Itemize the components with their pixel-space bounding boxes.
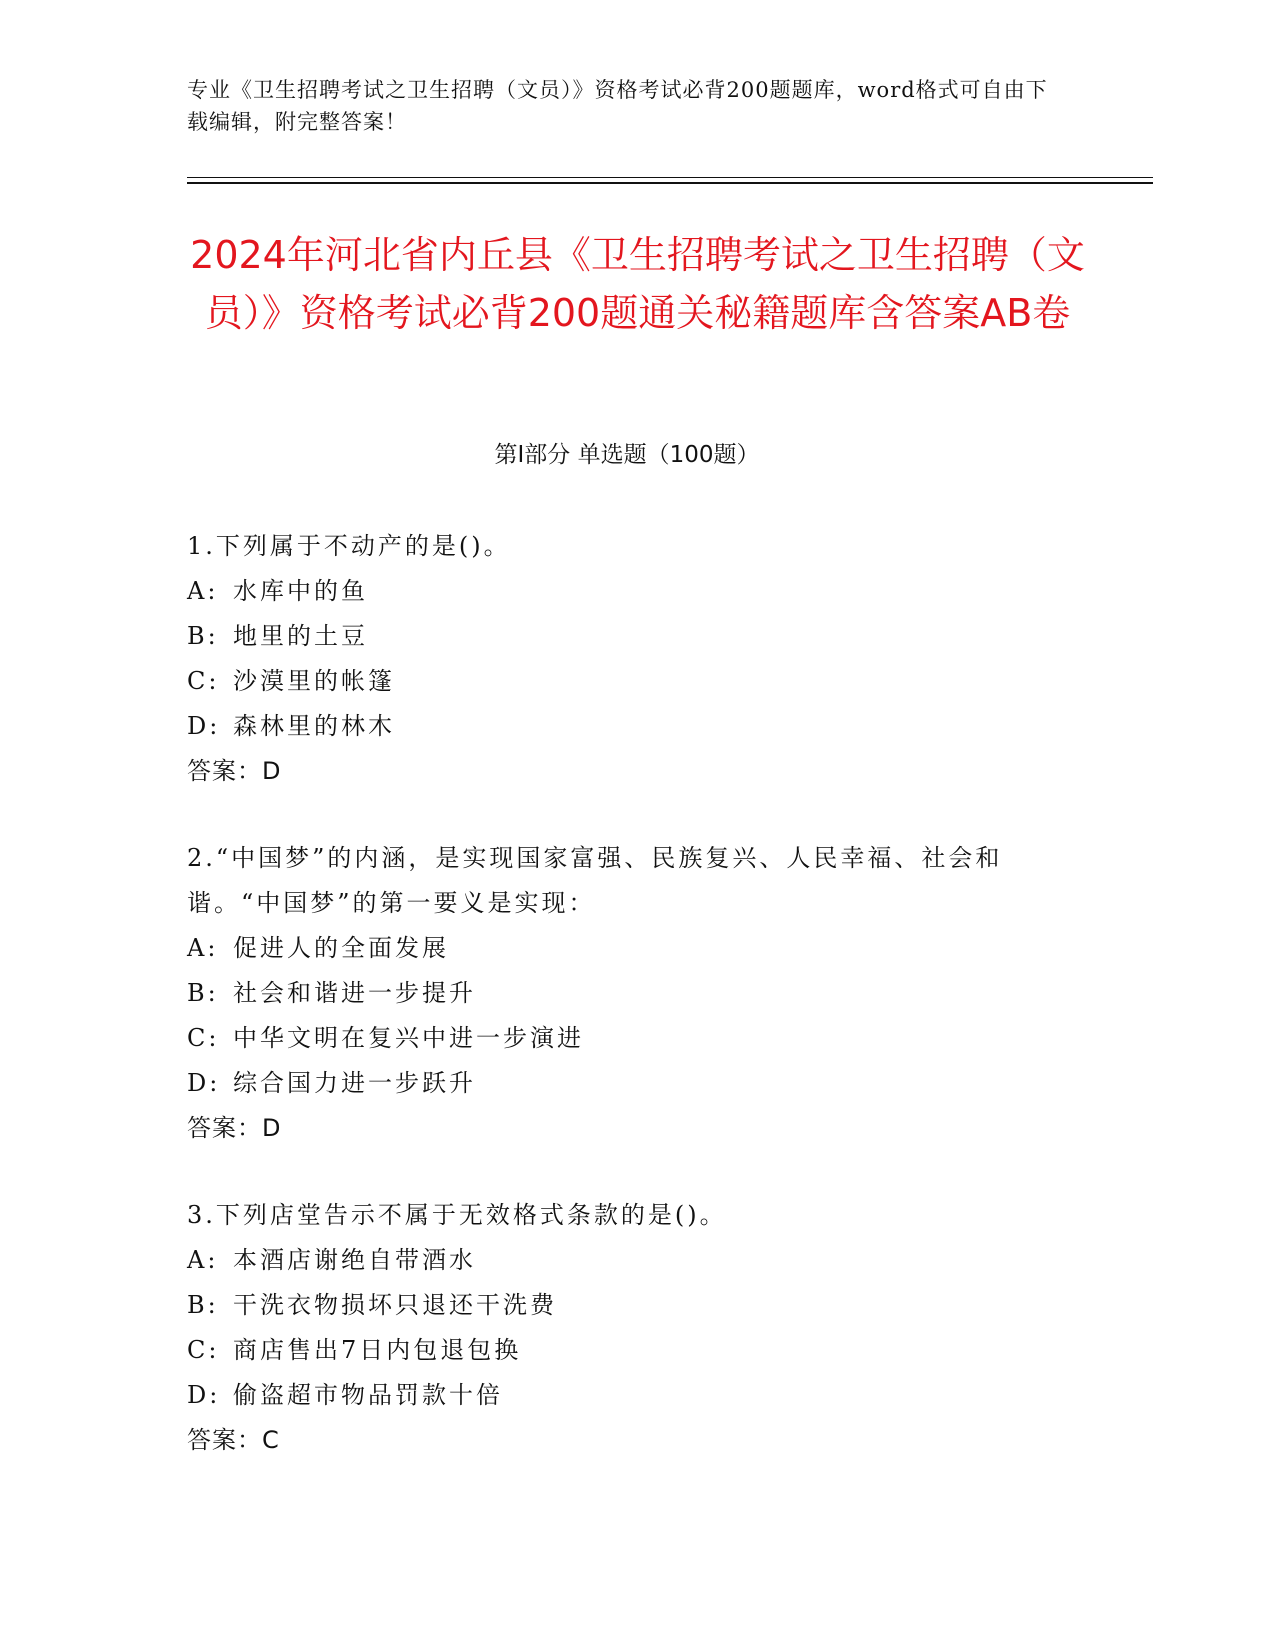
section-heading: 第Ⅰ部分 单选题（100题） <box>494 442 760 468</box>
answer-line: 答案：D <box>187 1114 282 1142</box>
option-letter: B: <box>187 1291 219 1319</box>
option-text: 中华文明在复兴中进一步演进 <box>233 1024 584 1052</box>
option-text: 水库中的鱼 <box>233 577 368 605</box>
option-c <box>187 1016 1067 1061</box>
option-letter: C: <box>187 667 220 695</box>
option-a <box>187 1238 1067 1283</box>
option-text: 商店售出7日内包退包换 <box>233 1336 522 1364</box>
option-letter: D: <box>187 712 221 740</box>
option-d <box>187 1373 1067 1418</box>
option-b <box>187 1283 1067 1328</box>
option-a <box>187 926 1067 971</box>
option-text: 沙漠里的帐篷 <box>233 667 395 695</box>
option-c <box>187 1328 1067 1373</box>
option-letter: C: <box>187 1024 220 1052</box>
option-d <box>187 704 1067 749</box>
option-letter: A: <box>187 934 219 962</box>
option-b <box>187 614 1067 659</box>
option-text: 社会和谐进一步提升 <box>233 979 476 1007</box>
option-letter: A: <box>187 1246 219 1274</box>
option-letter: A: <box>187 577 219 605</box>
option-letter: D: <box>187 1069 221 1097</box>
option-text: 森林里的林木 <box>233 712 395 740</box>
question-stem: 2.“中国梦”的内涵，是实现国家富强、民族复兴、人民幸福、社会和谐。“中国梦”的第一要义是实现： <box>187 844 1003 917</box>
option-text: 本酒店谢绝自带酒水 <box>233 1246 476 1274</box>
document-title: 2024年河北省内丘县《卫生招聘考试之卫生招聘（文员）》资格考试必背200题通关秘籍题库含答案AB卷 <box>190 233 1085 335</box>
option-letter: D: <box>187 1381 221 1409</box>
option-d <box>187 1061 1067 1106</box>
option-text: 偷盗超市物品罚款十倍 <box>233 1381 503 1409</box>
option-c <box>187 659 1067 704</box>
option-letter: B: <box>187 979 219 1007</box>
option-text: 地里的土豆 <box>233 622 368 650</box>
option-letter: B: <box>187 622 219 650</box>
answer-line: 答案：D <box>187 757 282 785</box>
answer-line: 答案：C <box>187 1426 280 1454</box>
question-list <box>187 524 1067 1505</box>
option-b <box>187 971 1067 1016</box>
option-a <box>187 569 1067 614</box>
option-text: 促进人的全面发展 <box>233 934 449 962</box>
header-divider-thick <box>187 182 1153 184</box>
question-stem: 3.下列店堂告示不属于无效格式条款的是()。 <box>187 1201 727 1229</box>
option-text: 干洗衣物损坏只退还干洗费 <box>233 1291 557 1319</box>
question-item <box>187 1193 1067 1463</box>
header-note: 专业《卫生招聘考试之卫生招聘（文员）》资格考试必背200题题库，word格式可自由下载编辑，附完整答案！ <box>187 78 1048 134</box>
question-item <box>187 524 1067 794</box>
question-stem: 1.下列属于不动产的是()。 <box>187 532 511 560</box>
header-divider-thin <box>187 177 1153 178</box>
question-item <box>187 836 1067 1151</box>
option-text: 综合国力进一步跃升 <box>233 1069 476 1097</box>
option-letter: C: <box>187 1336 220 1364</box>
